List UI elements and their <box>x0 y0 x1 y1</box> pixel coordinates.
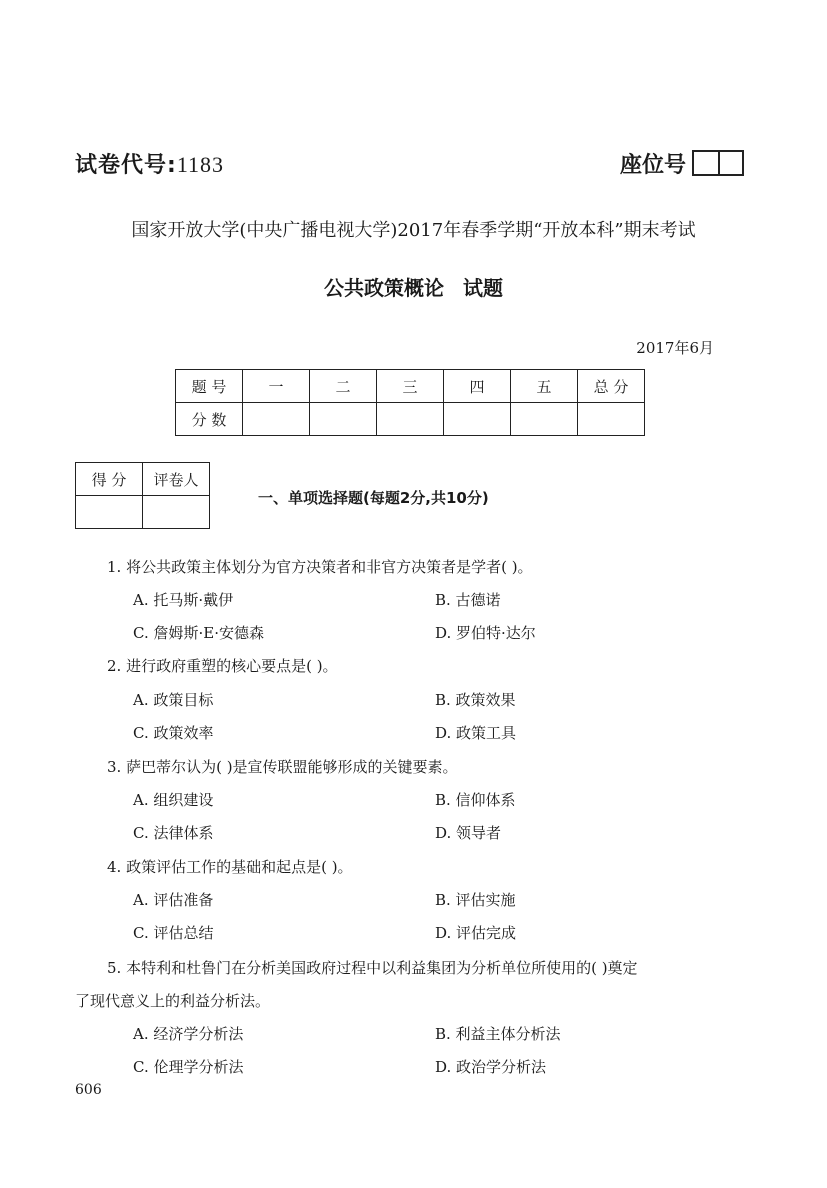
question-2-option-c: C. 政策效率 <box>133 724 214 742</box>
page-number: 606 <box>75 1082 102 1098</box>
score-table-col-3: 三 <box>377 370 444 403</box>
score-cell <box>444 403 511 436</box>
score-cell <box>511 403 578 436</box>
score-table-header-row <box>176 370 645 403</box>
exam-code-number: 1183 <box>176 152 224 177</box>
score-cell <box>578 403 645 436</box>
question-1-option-c: C. 詹姆斯·E·安德森 <box>133 624 264 642</box>
score-cell <box>243 403 310 436</box>
question-5-stem: 5. 本特利和杜鲁门在分析美国政府过程中以利益集团为分析单位所使用的( )奠定 <box>107 959 638 977</box>
question-3-option-a: A. 组织建设 <box>133 791 214 809</box>
question-5-option-d: D. 政治学分析法 <box>435 1058 547 1076</box>
grader-name-label: 评卷人 <box>143 463 210 496</box>
question-3-option-b: B. 信仰体系 <box>435 791 516 809</box>
question-1-stem: 1. 将公共政策主体划分为官方决策者和非官方决策者是学者( )。 <box>107 558 533 576</box>
score-table-score-row <box>176 403 645 436</box>
section-title: 一、单项选择题(每题2分,共10分) <box>258 489 489 507</box>
exam-code-label: 试卷代号: <box>75 153 177 178</box>
question-2-option-d: D. 政策工具 <box>435 724 517 742</box>
score-table-row1-header: 题 号 <box>176 370 243 403</box>
score-cell <box>377 403 444 436</box>
exam-code <box>75 148 224 179</box>
seat-number-label: 座位号 <box>620 153 687 178</box>
score-table <box>175 369 645 436</box>
question-5-option-a: A. 经济学分析法 <box>133 1025 244 1043</box>
question-2-option-b: B. 政策效果 <box>435 691 516 709</box>
seat-number-box <box>692 150 744 176</box>
question-3-option-c: C. 法律体系 <box>133 824 214 842</box>
question-4-option-b: B. 评估实施 <box>435 891 516 909</box>
score-table-col-5: 五 <box>511 370 578 403</box>
score-table-col-1: 一 <box>243 370 310 403</box>
score-table-col-4: 四 <box>444 370 511 403</box>
exam-title: 公共政策概论 试题 <box>324 276 503 300</box>
question-1-option-d: D. 罗伯特·达尔 <box>435 624 536 642</box>
exam-subtitle: 国家开放大学(中央广播电视大学)2017年春季学期“开放本科”期末考试 <box>131 220 696 241</box>
score-table-col-total: 总 分 <box>578 370 645 403</box>
grader-table <box>75 462 210 529</box>
exam-date: 2017年6月 <box>636 339 714 357</box>
grader-score-cell <box>76 496 143 529</box>
question-5-option-c: C. 伦理学分析法 <box>133 1058 244 1076</box>
question-1-option-a: A. 托马斯·戴伊 <box>133 591 234 609</box>
question-1-option-b: B. 古德诺 <box>435 591 501 609</box>
question-5-stem-cont: 了现代意义上的利益分析法。 <box>75 992 271 1010</box>
score-table-col-2: 二 <box>310 370 377 403</box>
question-5-option-b: B. 利益主体分析法 <box>435 1025 561 1043</box>
grader-score-label: 得 分 <box>76 463 143 496</box>
question-3-option-d: D. 领导者 <box>435 824 502 842</box>
question-4-stem: 4. 政策评估工作的基础和起点是( )。 <box>107 858 353 876</box>
question-2-stem: 2. 进行政府重塑的核心要点是( )。 <box>107 657 338 675</box>
score-table-row2-header: 分 数 <box>176 403 243 436</box>
score-cell <box>310 403 377 436</box>
question-4-option-c: C. 评估总结 <box>133 924 214 942</box>
question-2-option-a: A. 政策目标 <box>133 691 214 709</box>
question-3-stem: 3. 萨巴蒂尔认为( )是宣传联盟能够形成的关键要素。 <box>107 758 458 776</box>
question-4-option-d: D. 评估完成 <box>435 924 517 942</box>
grader-name-cell <box>143 496 210 529</box>
question-4-option-a: A. 评估准备 <box>133 891 214 909</box>
